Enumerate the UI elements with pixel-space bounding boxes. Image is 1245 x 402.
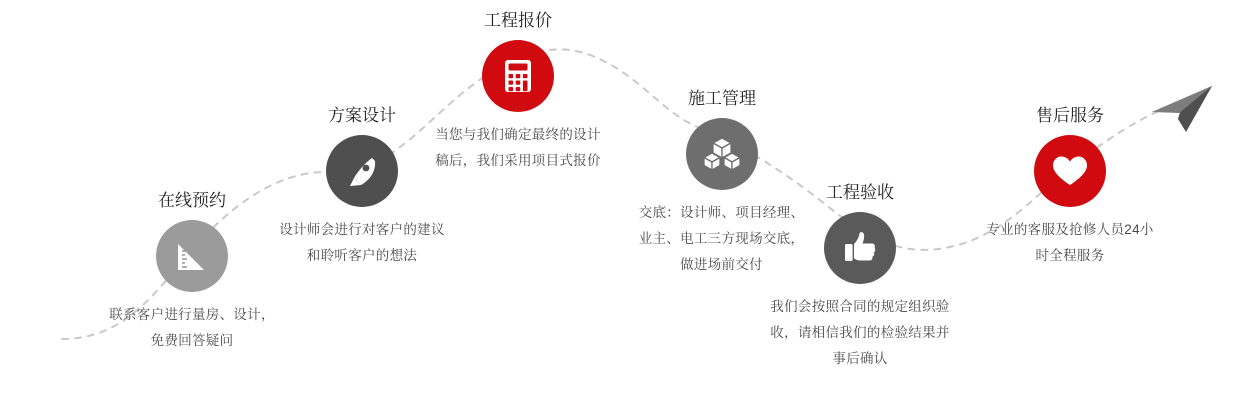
step-description: 我们会按照合同的规定组织验收，请相信我们的检验结果并事后确认: [770, 299, 950, 366]
calculator-icon: [497, 55, 539, 97]
step-online-booking[interactable]: [107, 190, 277, 354]
heart-icon: [1049, 150, 1091, 192]
step-icon-badge: [1034, 135, 1106, 207]
step-description: 当您与我们确定最终的设计稿后，我们采用项目式报价: [435, 127, 601, 168]
step-description: 设计师会进行对客户的建议和聆听客户的想法: [279, 222, 445, 263]
step-icon-badge: [482, 40, 554, 112]
step-title: 施工管理: [688, 89, 756, 108]
step-description: 专业的客服及抢修人员24小时全程服务: [986, 222, 1154, 263]
step-title: 方案设计: [328, 106, 396, 125]
step-icon-badge: [824, 212, 896, 284]
step-after-sales-service[interactable]: [985, 105, 1155, 269]
step-title: 工程报价: [484, 11, 552, 30]
step-description: 交底：设计师、项目经理、业主、电工三方现场交底，做进场前交付: [638, 205, 805, 272]
step-title: 在线预约: [158, 191, 226, 210]
step-icon-badge: [326, 135, 398, 207]
boxes-icon: [701, 133, 743, 175]
step-icon-badge: [156, 220, 228, 292]
step-title: 售后服务: [1036, 106, 1104, 125]
step-title: 工程验收: [826, 183, 894, 202]
step-scheme-design[interactable]: [277, 105, 447, 269]
arrow-head-icon: [1152, 86, 1212, 132]
ruler-icon: [172, 236, 212, 276]
step-project-quotation[interactable]: [433, 10, 603, 174]
pen-nib-icon: [342, 151, 382, 191]
thumbs-up-icon: [840, 228, 880, 268]
step-icon-badge: [686, 118, 758, 190]
step-description: 联系客户进行量房、设计，免费回答疑问: [109, 307, 275, 348]
step-project-acceptance[interactable]: [770, 182, 950, 372]
